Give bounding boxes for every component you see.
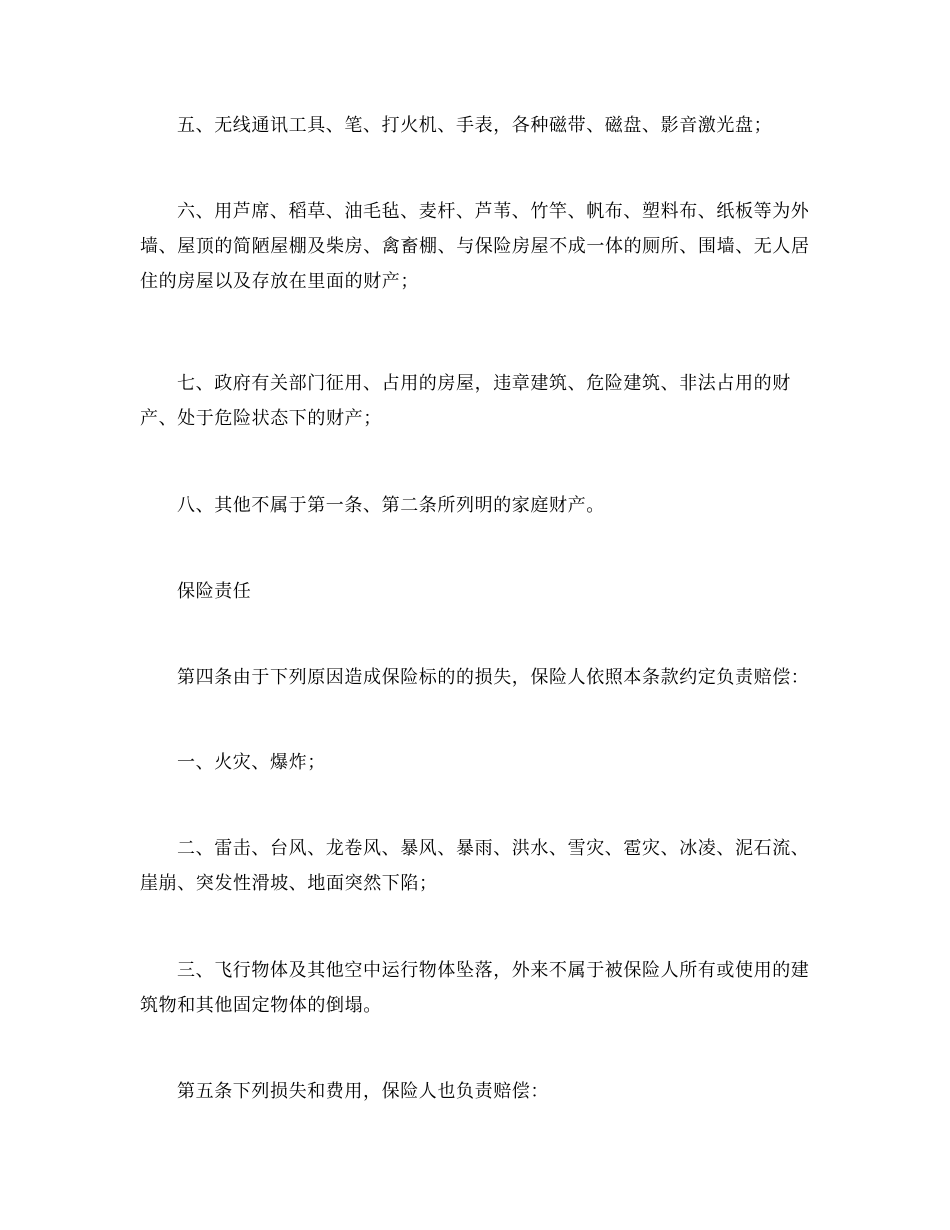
article-5: 第五条下列损失和费用，保险人也负责赔偿： bbox=[177, 1081, 549, 1102]
exclusion-item-5: 五、无线通讯工具、笔、打火机、手表，各种磁带、磁盘、影音激光盘； bbox=[177, 115, 773, 136]
coverage-item-2: 二、雷击、台风、龙卷风、暴风、暴雨、洪水、雪灾、雹灾、冰凌、泥石流、崖崩、突发性滑坡、地面突然下陷； bbox=[140, 838, 810, 894]
section-heading: 保险责任 bbox=[177, 581, 252, 602]
exclusion-item-6: 六、用芦席、稻草、油毛毡、麦杆、芦苇、竹竿、帆布、塑料布、纸板等为外墙、屋顶的简陋屋棚及柴房、禽畜棚、与保险房屋不成一体的厕所、围墙、无人居住的房屋以及存放在里面的财产； bbox=[140, 201, 810, 292]
article-4: 第四条由于下列原因造成保险标的的损失，保险人依照本条款约定负责赔偿： bbox=[177, 667, 810, 688]
exclusion-item-8: 八、其他不属于第一条、第二条所列明的家庭财产。 bbox=[177, 495, 605, 516]
coverage-item-1: 一、火灾、爆炸； bbox=[177, 752, 326, 773]
coverage-item-3: 三、飞行物体及其他空中运行物体坠落，外来不属于被保险人所有或使用的建筑物和其他固定物体的倒塌。 bbox=[140, 960, 810, 1016]
exclusion-item-7: 七、政府有关部门征用、占用的房屋，违章建筑、危险建筑、非法占用的财产、处于危险状态下的财产； bbox=[140, 373, 791, 429]
